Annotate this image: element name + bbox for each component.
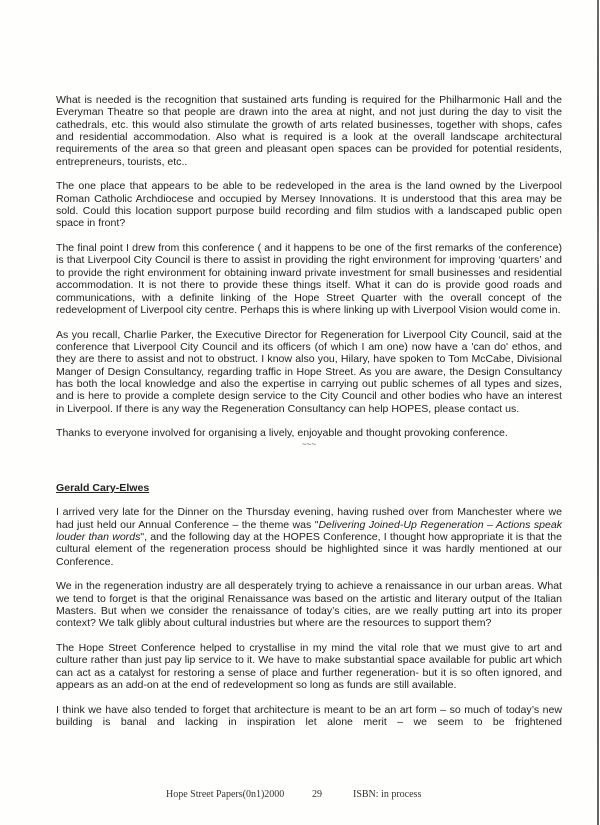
paragraph-thanks: Thanks to everyone involved for organising a lively, enjoyable and thought provoking conference.: [56, 427, 508, 440]
document-body: [56, 94, 562, 741]
intro-text: I arrived very late for the Dinner on the Thursday evening, having rushed over from Manchester where we had just held our Annual Conference – the theme was ": [56, 506, 562, 531]
section-separator: ~~~: [301, 439, 316, 449]
author-section: [56, 482, 562, 729]
intro-text-continued: ", and the following day at the HOPES Conference, I thought how appropriate it is that the cultural element of the regeneration process should be highlighted since it was hardly mentioned at our Conference.: [56, 531, 562, 568]
author-heading: Gerald Cary-Elwes: [56, 481, 150, 494]
footer-page-number: 29: [312, 789, 322, 800]
paragraph-charlie-parker: As you recall, Charlie Parker, the Executive Director for Regeneration for Liverpool City Council, said at the conference that Liverpool City Council and its officers (of which I am one) now have a 'can do' ethos, and they are there to assist and not to obstruct. I know also you, Hilary, have spoken to Tom McCabe, Divisional Manger of Design Consultancy, regarding traffic in Hope Street. As you are aware, the Design Consultancy has both the local knowledge and also the expertise in carrying out public schemes of all types and sizes, and is here to provide a complete design service to the City Council and other bodies who have an interest in Liverpool. If there is any way the Regeneration Consultancy can help HOPES, please contact us.: [56, 328, 562, 415]
paragraph-public-art: The Hope Street Conference helped to crystallise in my mind the vital role that we must give to art and culture rather than just pay lip service to it. We have to make substantial space available for public art which can act as a catalyst for restoring a sense of place and further regeneration- but it is so often ignored, and appears as an add-on at the end of redevelopment so long as funds are still available.: [56, 642, 562, 692]
paragraph-architecture: I think we have also tended to forget that architecture is meant to be an art form – so much of today’s new building is banal and lacking in inspiration let alone merit – we seem to be frightened: [56, 703, 562, 729]
footer-isbn: ISBN: in process: [353, 789, 422, 800]
paragraph-renaissance: We in the regeneration industry are all desperately trying to achieve a renaissance in our urban areas. What we tend to forget is that the original Renaissance was based on the artistic and literary output of the Italian Masters. But when we consider the renaissance of today’s cities, are we really putting art into its proper context? We talk glibly about cultural industries but where are the resources to support them?: [56, 580, 562, 630]
conference-theme: Delivering Joined-Up Regeneration – Actions speak louder than words: [56, 518, 562, 543]
paragraph-archdiocese-land: The one place that appears to be able to be redeveloped in the area is the land owned by the Liverpool Roman Catholic Archdiocese and occupied by Mersey Innovations. It is understood that this area may be sold. Could this location support purpose build recording and film studios with a landscaped public open space in front?: [56, 180, 562, 230]
footer-publication: Hope Street Papers(0n1)2000: [166, 789, 285, 800]
page-edge-shadow: [597, 0, 599, 825]
paragraph-council-role: The final point I drew from this conference ( and it happens to be one of the first remarks of the conference) is that Liverpool City Council is there to assist in providing the right environment for improving ‘quarters’ and to provide the right environment for obtaining inward private investment for small businesses and residential accommodation. It is not there to provide these things itself. What it can do is provide good roads and communications, with a definite linking of the Hope Street Quarter with the overall concept of the redevelopment of Liverpool city centre. Perhaps this is where linking up with Liverpool Vision would come in.: [56, 242, 562, 316]
paragraph-arts-funding: What is needed is the recognition that sustained arts funding is required for the Philharmonic Hall and the Everyman Theatre so that people are drawn into the area at night, and not just during the day to visit the cathedrals, etc. this would also stimulate the growth of arts related businesses, together with shops, cafes and residential accommodation. Also what is required is a look at the overall landscape architectural requirements of the area so that green and pleasant open spaces can be provided for potential residents, entrepreneurs, tourists, etc..: [56, 94, 562, 168]
paragraph-author-intro: [56, 506, 562, 568]
